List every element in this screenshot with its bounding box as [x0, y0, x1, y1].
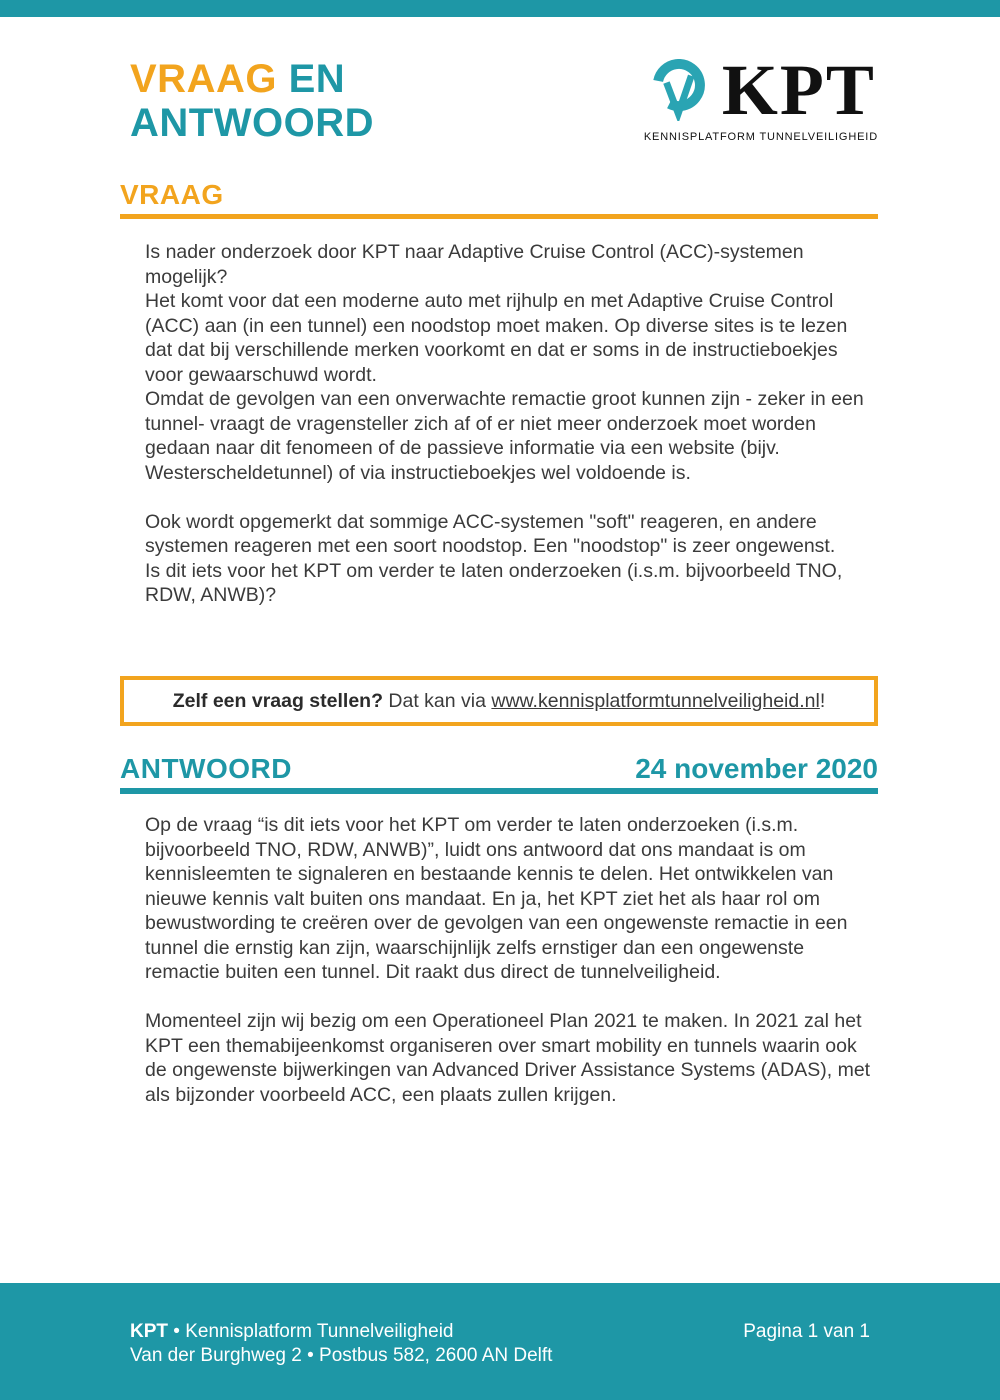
page-content	[120, 17, 878, 1107]
footer-org-abbr: KPT	[130, 1321, 168, 1342]
title-word-en: EN	[276, 57, 346, 101]
ask-question-banner-text	[134, 689, 864, 714]
question-paragraph: Ook wordt opgemerkt dat sommige ACC-systemen "soft" reageren, en andere systemen reageren met een soort noodstop. Een "noodstop" is zeer ongewenst.	[145, 510, 836, 557]
question-paragraph: Is dit iets voor het KPT om verder te laten onderzoeken (i.s.m. bijvoorbeeld TNO, RDW, ANWB)?	[145, 559, 843, 606]
kpt-logo	[643, 50, 878, 143]
footer-content	[130, 1320, 870, 1368]
question-paragraph: Is nader onderzoek door KPT naar Adaptive Cruise Control (ACC)-systemen mogelijk?	[145, 241, 804, 288]
answer-section	[120, 753, 878, 1107]
answer-text	[120, 813, 878, 1107]
title-word-antwoord: ANTWOORD	[130, 101, 374, 145]
kpt-logo-subtitle: KENNISPLATFORM TUNNELVEILIGHEID	[643, 131, 878, 143]
teal-divider-rule	[120, 788, 878, 794]
ask-question-banner-bold: Zelf een vraag stellen?	[172, 689, 383, 712]
masthead	[120, 50, 878, 145]
answer-heading: ANTWOORD	[120, 753, 292, 784]
orange-divider-rule	[120, 214, 878, 219]
question-text	[120, 240, 878, 608]
footer-address-line: Van der Burghweg 2 • Postbus 582, 2600 AN Delft	[130, 1345, 553, 1366]
title-word-vraag: VRAAG	[130, 57, 277, 101]
kpt-logo-wordmark: KPT	[721, 50, 876, 130]
footer-org-name: • Kennisplatform Tunnelveiligheid	[168, 1321, 454, 1342]
ask-question-banner	[120, 676, 878, 727]
footer-organization-block	[130, 1320, 552, 1368]
footer	[0, 1283, 1000, 1400]
kpt-tunnel-road-icon	[646, 59, 708, 121]
footer-page-indicator: Pagina 1 van 1	[743, 1321, 870, 1342]
question-paragraph: Omdat de gevolgen van een onverwachte remactie groot kunnen zijn - zeker in een tunnel- vraagt de vragensteller zich af of er niet meer onderzoek moet worden gedaan naar dit fenomeen of de passieve informatie via een website (bijv. Westerscheldetunnel) of via instructieboekjes wel voldoende is.	[145, 388, 864, 484]
ask-question-banner-plain: Dat kan via	[383, 689, 492, 712]
answer-date: 24 november 2020	[635, 753, 878, 784]
answer-paragraph: Momenteel zijn wij bezig om een Operationeel Plan 2021 te maken. In 2021 zal het KPT een themabijeenkomst organiseren over smart mobility en tunnels waarin ook de ongewenste bijwerkingen van Advanced Driver Assistance Systems (ADAS), met als bijzonder voorbeeld ACC, een plaats zullen krijgen.	[145, 1010, 871, 1106]
question-section	[120, 179, 878, 608]
footer-organization-line	[130, 1320, 552, 1344]
top-accent-bar	[0, 0, 1000, 17]
kpt-website-link[interactable]: www.kennisplatformtunnelveiligheid.nl	[491, 689, 820, 712]
ask-question-banner-suffix: !	[819, 689, 826, 712]
kpt-logo-lockup	[644, 50, 878, 130]
answer-paragraph: Op de vraag “is dit iets voor het KPT om verder te laten onderzoeken (i.s.m. bijvoorbeeld TNO, RDW, ANWB)”, luidt ons antwoord dat ons mandaat is om kennisleemten te signaleren en bestaande kennis te delen. Het ontwikkelen van nieuwe kennis valt buiten ons mandaat. En ja, het KPT ziet het als haar rol om bewustwording te creëren over de gevolgen van een ongewenste remactie in een tunnel die ernstig kan zijn, waarschijnlijk zelfs ernstiger dan een ongewenste remactie buiten een tunnel. Dit raakt dus direct de tunnelveiligheid.	[145, 814, 848, 983]
page-title	[120, 57, 374, 145]
answer-heading-row	[120, 753, 878, 785]
question-heading: VRAAG	[120, 179, 224, 210]
question-paragraph: Het komt voor dat een moderne auto met rijhulp en met Adaptive Cruise Control (ACC) aan (in een tunnel) een noodstop moet maken. Op diverse sites is te lezen dat dat bij verschillende merken voorkomt en dat er soms in de instructieboekjes voor gewaarschuwd wordt.	[145, 290, 848, 386]
